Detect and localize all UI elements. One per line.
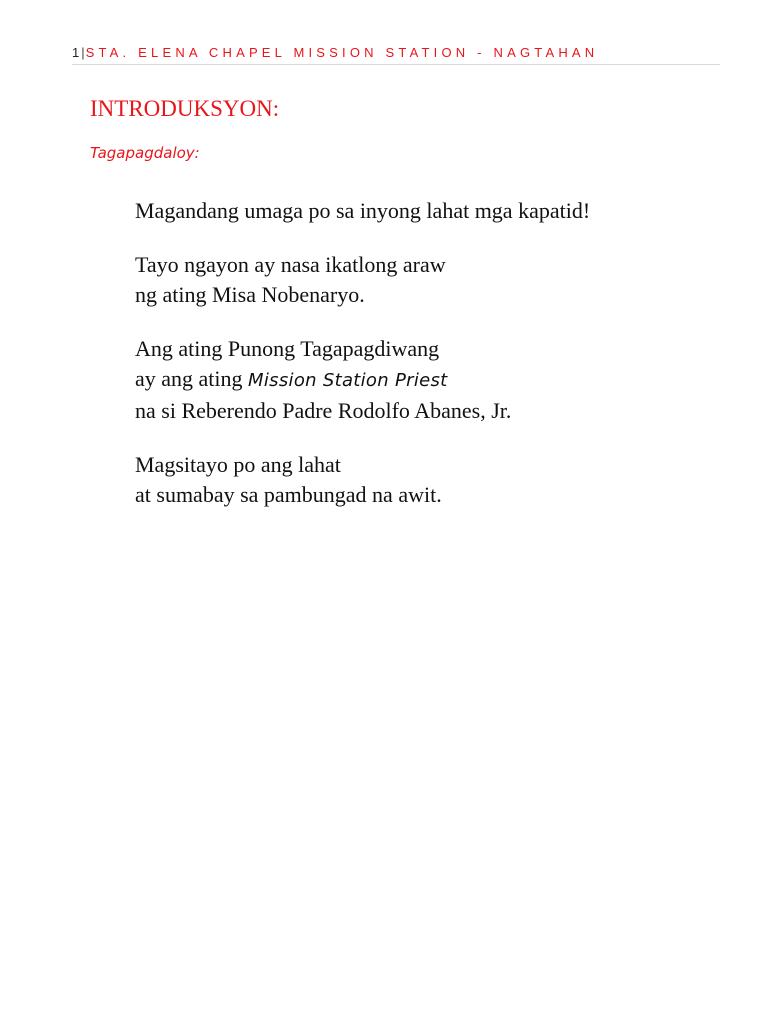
script-line: at sumabay sa pambungad na awit. <box>135 482 442 507</box>
header-separator: | <box>81 45 85 60</box>
header-title: STA. ELENA CHAPEL MISSION STATION - NAGTAHAN <box>85 45 599 60</box>
script-line: Ang ating Punong Tagapagdiwang <box>135 336 440 361</box>
emphasized-title: Mission Station Priest <box>248 370 448 391</box>
script-line: na si Reberendo Padre Rodolfo Abanes, Jr. <box>135 398 512 423</box>
script-line: Magsitayo po ang lahat <box>135 452 341 477</box>
script-line: ng ating Misa Nobenaryo. <box>135 282 365 307</box>
speaker-label: Tagapagdaloy: <box>90 144 200 162</box>
section-title: INTRODUKSYON: <box>90 96 280 121</box>
script-line-prefix: ay ang ating <box>135 366 249 391</box>
script-line <box>135 364 735 396</box>
page-number: 1 <box>72 45 81 60</box>
stanza-celebrant <box>135 334 735 426</box>
stanza-greeting <box>135 196 735 226</box>
script-line: Tayo ngayon ay nasa ikatlong araw <box>135 252 446 277</box>
stanza-instruction <box>135 450 735 510</box>
page-header <box>72 44 720 65</box>
script-line: Magandang umaga po sa inyong lahat mga kapatid! <box>135 198 591 223</box>
stanza-day <box>135 250 735 310</box>
script-body <box>135 196 735 534</box>
